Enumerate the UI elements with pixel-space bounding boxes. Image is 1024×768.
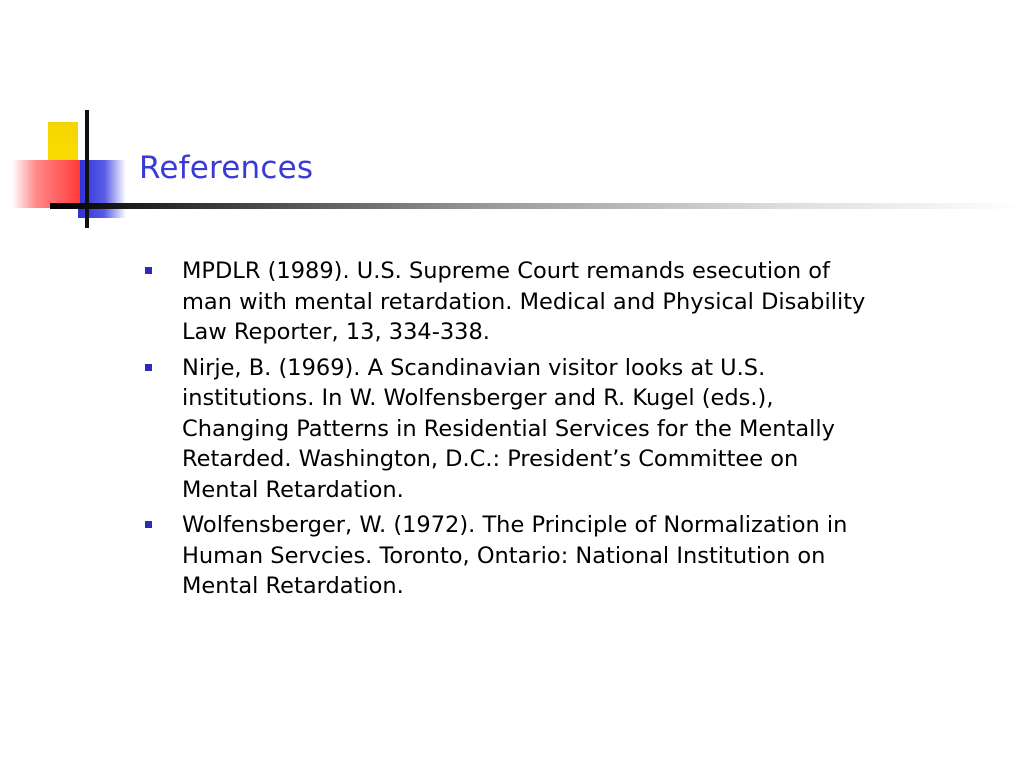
slide-title: References: [139, 150, 314, 186]
reference-text: Wolfensberger, W. (1972). The Principle of Normalization in Human Servcies. Toronto, Ontario: National Institution on Mental Retardation.: [182, 512, 848, 599]
reference-item: [140, 353, 1010, 506]
square-bullet-icon: [145, 521, 152, 528]
reference-text: Nirje, B. (1969). A Scandinavian visitor looks at U.S. institutions. In W. Wolfensberger and R. Kugel (eds.), Changing Patterns in Residential Services for the Mentally Retarded. Washington, D.C.: President’s Committee on Mental Retardation.: [182, 354, 835, 503]
reference-item: [140, 510, 1010, 602]
square-bullet-icon: [145, 267, 152, 274]
reference-list: [140, 256, 1010, 607]
red-square: [12, 160, 80, 208]
title-underline: [50, 203, 1024, 209]
square-bullet-icon: [145, 364, 152, 371]
reference-text: MPDLR (1989). U.S. Supreme Court remands esecution of man with mental retardation. Medical and Physical Disability Law Reporter, 13, 334-338.: [182, 258, 866, 345]
decorative-logo: [0, 100, 140, 240]
reference-item: [140, 256, 1010, 348]
vertical-rule: [85, 110, 89, 228]
